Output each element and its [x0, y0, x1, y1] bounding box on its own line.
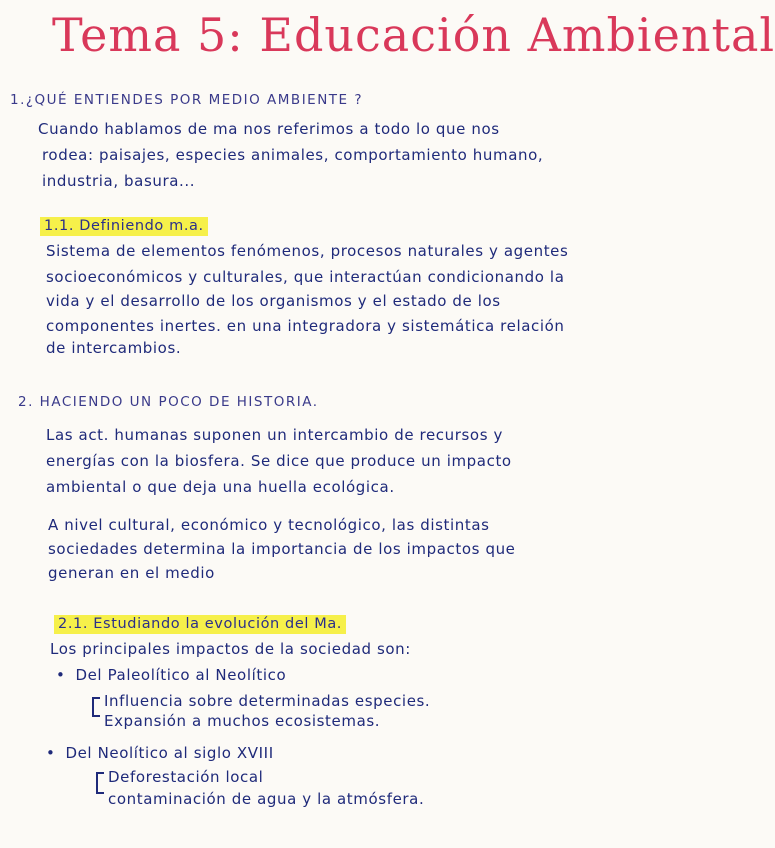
- question-2-heading: 2. HACIENDO UN POCO DE HISTORIA.: [18, 394, 319, 410]
- bullet-item: • Del Neolítico al siglo XVIII: [46, 744, 274, 762]
- q2-line: ambiental o que deja una huella ecológica.: [46, 478, 395, 496]
- q2-line: energías con la biosfera. Se dice que produce un impacto: [46, 452, 512, 470]
- highlighted-heading: 1.1. Definiendo m.a.: [40, 217, 208, 236]
- s11-line: socioeconómicos y culturales, que interactúan condicionando la: [46, 268, 565, 286]
- q1-line: rodea: paisajes, especies animales, comportamiento humano,: [42, 146, 544, 164]
- highlighted-heading: 2.1. Estudiando la evolución del Ma.: [54, 615, 346, 634]
- q1-line: Cuando hablamos de ma nos referimos a todo lo que nos: [38, 120, 500, 138]
- question-1-heading: 1.¿QUÉ ENTIENDES POR MEDIO AMBIENTE ?: [10, 92, 364, 108]
- q2-line: generan en el medio: [48, 564, 215, 582]
- q2-line: A nivel cultural, económico y tecnológico, las distintas: [48, 516, 490, 534]
- s11-line: Sistema de elementos fenómenos, procesos naturales y agentes: [46, 242, 569, 260]
- brace-mark: [92, 697, 100, 717]
- page-title: Tema 5: Educación Ambiental: [52, 8, 775, 62]
- s21-intro: Los principales impactos de la sociedad son:: [50, 640, 411, 658]
- sub-item: contaminación de agua y la atmósfera.: [108, 790, 425, 808]
- subsection-2-1-heading: [54, 614, 346, 632]
- sub-item: Influencia sobre determinadas especies.: [104, 692, 431, 710]
- brace-mark: [96, 772, 104, 794]
- q2-line: Las act. humanas suponen un intercambio de recursos y: [46, 426, 503, 444]
- s11-line: vida y el desarrollo de los organismos y el estado de los: [46, 292, 501, 310]
- sub-item: Deforestación local: [108, 768, 264, 786]
- bullet-item: • Del Paleolítico al Neolítico: [56, 666, 286, 684]
- s11-line: componentes inertes. en una integradora y sistemática relación: [46, 317, 565, 335]
- s11-line: de intercambios.: [46, 339, 182, 357]
- subsection-1-1-heading: [40, 216, 208, 234]
- q2-line: sociedades determina la importancia de los impactos que: [48, 540, 516, 558]
- sub-item: Expansión a muchos ecosistemas.: [104, 712, 381, 730]
- q1-line: industria, basura...: [42, 172, 196, 190]
